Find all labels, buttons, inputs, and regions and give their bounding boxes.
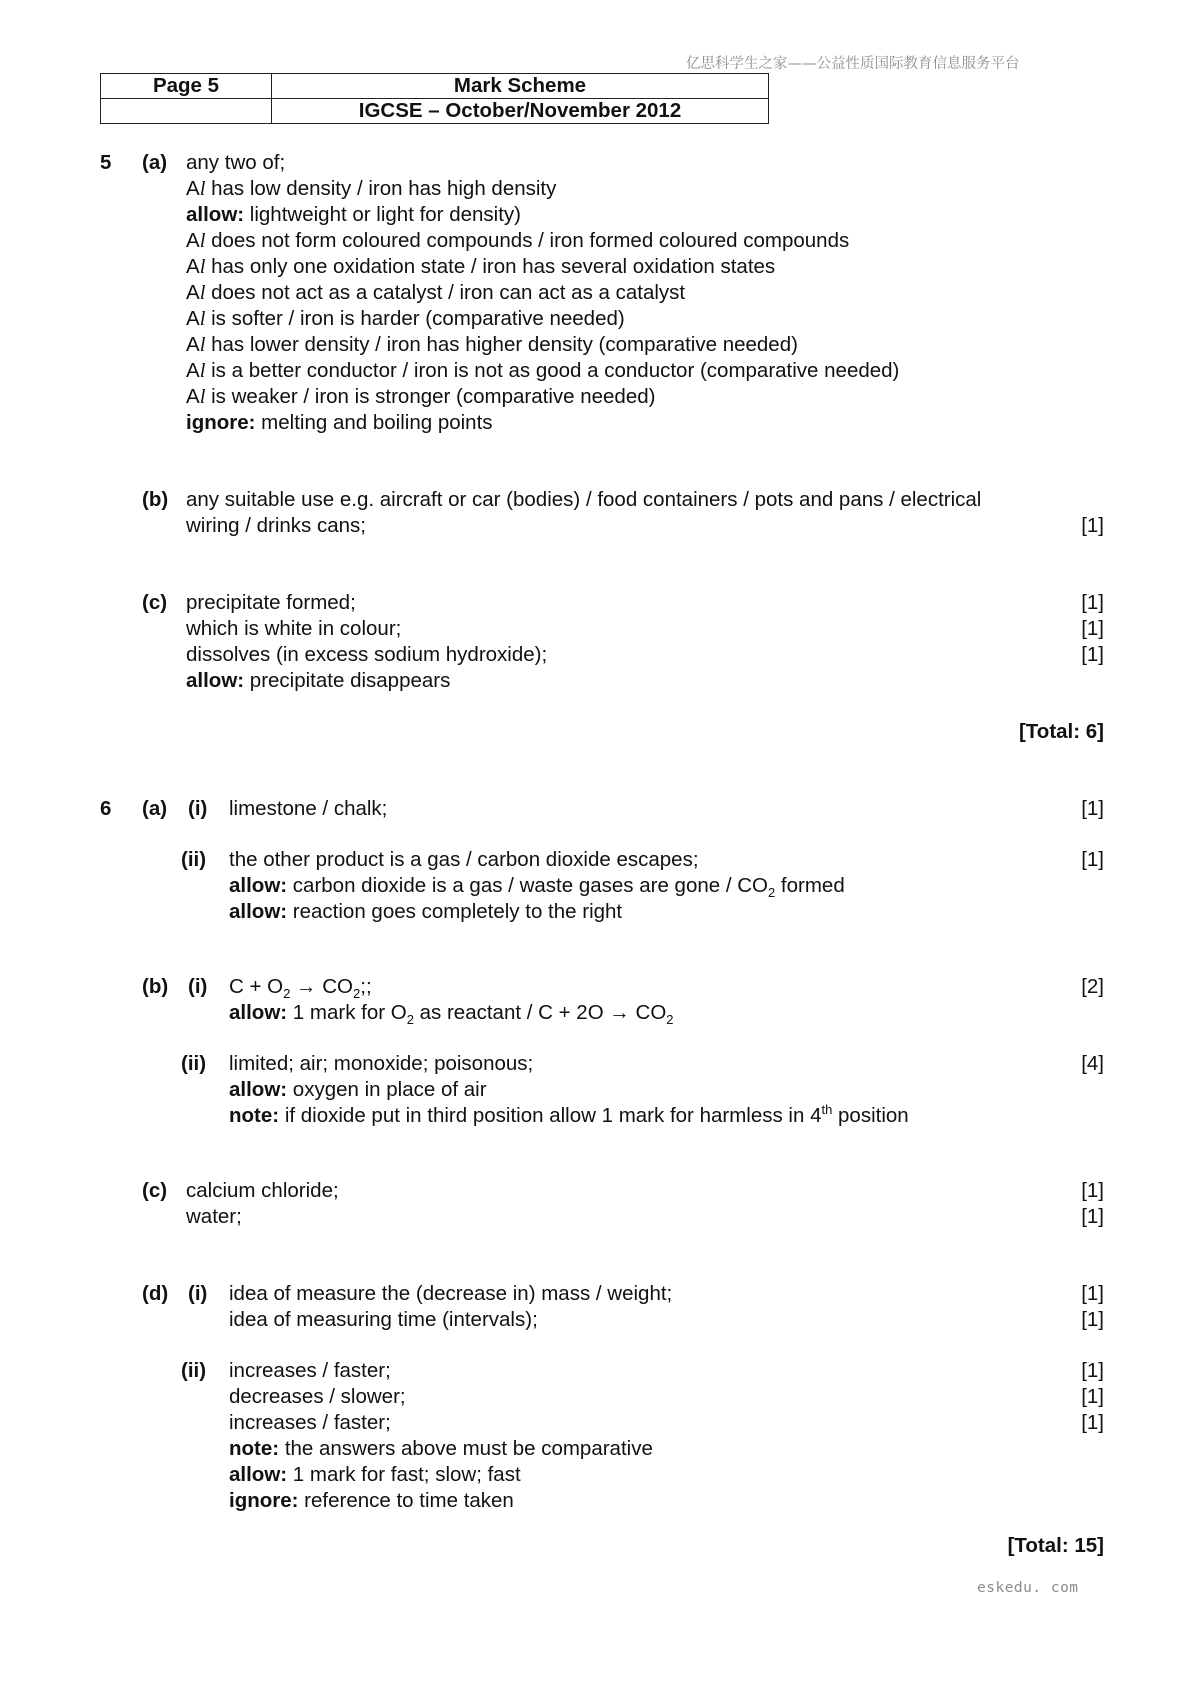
q6d-i-label: (i) [188, 1282, 208, 1305]
q5a-line: Al has low density / iron has high density [186, 177, 557, 200]
mark: [1] [1081, 1385, 1104, 1408]
mark: [1] [1081, 617, 1104, 640]
q5c-label: (c) [142, 591, 168, 614]
q5a-line: Al does not form coloured compounds / iron formed coloured compounds [186, 229, 850, 252]
q6d-ii-line: increases / faster; [229, 1359, 391, 1382]
q5c-line: which is white in colour; [186, 617, 402, 640]
q6b-ii-note-line: note: if dioxide put in third position allow 1 mark for harmless in 4th position [229, 1102, 909, 1127]
q6b-label: (b) [142, 975, 169, 998]
q6d-i-line: idea of measuring time (intervals); [229, 1308, 538, 1331]
q6c-label: (c) [142, 1179, 168, 1202]
page-number: Page 5 [101, 74, 272, 99]
q5a-line: Al has only one oxidation state / iron has several oxidation states [186, 255, 776, 278]
q6a-label: (a) [142, 797, 168, 820]
q6c-line: water; [186, 1205, 242, 1228]
mark: [2] [1081, 975, 1104, 998]
q6-total: [Total: 15] [1007, 1534, 1104, 1557]
q5a-ignore-line: ignore: melting and boiling points [186, 411, 493, 434]
q5a-line: Al does not act as a catalyst / iron can act as a catalyst [186, 281, 686, 304]
mark: [1] [1081, 1205, 1104, 1228]
q6d-ii-label: (ii) [181, 1359, 207, 1382]
mark: [1] [1081, 797, 1104, 820]
q6b-ii-label: (ii) [181, 1052, 207, 1075]
q6b-ii-line: limited; air; monoxide; poisonous; [229, 1052, 534, 1075]
q6d-label: (d) [142, 1282, 169, 1305]
mark: [1] [1081, 1411, 1104, 1434]
question-5-number: 5 [100, 151, 112, 174]
q6a-ii-line: the other product is a gas / carbon dioxide escapes; [229, 848, 699, 871]
q5c-allow-line: allow: precipitate disappears [186, 669, 451, 692]
q6d-ii-line: increases / faster; [229, 1411, 391, 1434]
q6d-ii-allow-line: allow: 1 mark for fast; slow; fast [229, 1463, 521, 1486]
q6b-ii-allow-line: allow: oxygen in place of air [229, 1078, 487, 1101]
q5a-label: (a) [142, 151, 168, 174]
q5a-line: Al is a better conductor / iron is not as good a conductor (comparative needed) [186, 359, 900, 382]
q6a-ii-label: (ii) [181, 848, 207, 871]
q5a-allow-line: allow: lightweight or light for density) [186, 203, 521, 226]
mark: [1] [1081, 1359, 1104, 1382]
q5a-line: Al is softer / iron is harder (comparative needed) [186, 307, 625, 330]
q5c-line: precipitate formed; [186, 591, 356, 614]
q6b-i-label: (i) [188, 975, 208, 998]
header-table [100, 73, 769, 124]
q5a-line: Al has lower density / iron has higher density (comparative needed) [186, 333, 798, 356]
page-title: Mark Scheme [272, 74, 769, 99]
mark: [1] [1081, 591, 1104, 614]
q6a-ii-allow-line: allow: carbon dioxide is a gas / waste gases are gone / $CO_2$ formed [229, 874, 845, 901]
q5b-label: (b) [142, 488, 169, 511]
mark: [1] [1081, 848, 1104, 871]
q6b-i-equation: $C + O_2 \to CO_2$;; [229, 975, 372, 1002]
q6d-i-line: idea of measure the (decrease in) mass / weight; [229, 1282, 673, 1305]
q6a-ii-allow-line: allow: reaction goes completely to the right [229, 900, 623, 923]
mark: [1] [1081, 514, 1104, 537]
watermark-bottom: eskedu. com [977, 1580, 1079, 1596]
watermark-top: 亿思科学生之家——公益性质国际教育信息服务平台 [686, 56, 1020, 72]
q5b-line: wiring / drinks cans; [186, 514, 367, 537]
q6a-i-label: (i) [188, 797, 208, 820]
header-empty-cell [101, 99, 272, 124]
mark: [1] [1081, 643, 1104, 666]
q5a-line: any two of; [186, 151, 286, 174]
exam-session: IGCSE – October/November 2012 [272, 99, 769, 124]
q6a-i-line: limestone / chalk; [229, 797, 388, 820]
q6d-ii-note-line: note: the answers above must be comparative [229, 1437, 653, 1460]
mark: [4] [1081, 1052, 1104, 1075]
q5a-line: Al is weaker / iron is stronger (comparative needed) [186, 385, 656, 408]
question-6-number: 6 [100, 797, 112, 820]
q5c-line: dissolves (in excess sodium hydroxide); [186, 643, 548, 666]
q5b-line: any suitable use e.g. aircraft or car (bodies) / food containers / pots and pans / electrical [186, 488, 982, 511]
mark: [1] [1081, 1308, 1104, 1331]
q6c-line: calcium chloride; [186, 1179, 339, 1202]
mark: [1] [1081, 1179, 1104, 1202]
mark: [1] [1081, 1282, 1104, 1305]
q6d-ii-ignore-line: ignore: reference to time taken [229, 1489, 514, 1512]
q6b-i-allow-line: allow: 1 mark for $O_2$ as reactant / $C + 2O \to CO_2$ [229, 1001, 674, 1028]
q6d-ii-line: decreases / slower; [229, 1385, 406, 1408]
q5-total: [Total: 6] [1018, 720, 1104, 743]
